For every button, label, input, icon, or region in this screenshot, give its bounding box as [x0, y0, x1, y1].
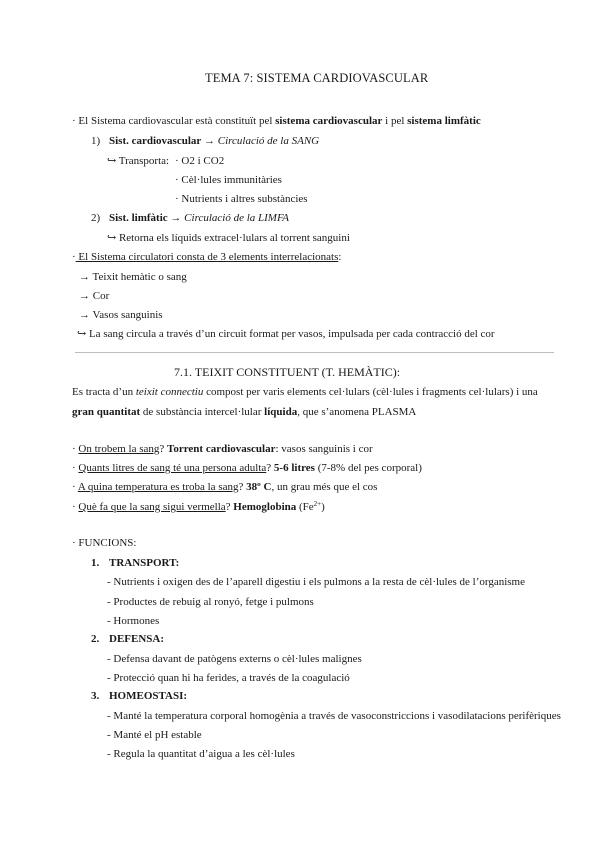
group-title: HOMEOSTASI:: [109, 690, 188, 702]
item2-subitem: ↪ Retorna els líquids extracel·lulars al torrent sanguini: [107, 232, 350, 244]
item1-number: 1): [91, 135, 101, 147]
qa-answer-rest: (7-8% del pes corporal): [314, 462, 422, 474]
section-title: 7.1. TEIXIT CONSTITUENT (T. HEMÀTIC):: [174, 365, 401, 379]
function-item: - Protecció quan hi ha ferides, a través de la coagulació: [107, 672, 350, 684]
circulatory-element: → Teixit hemàtic o sang: [79, 271, 187, 283]
paragraph-italic: teixit connectiu: [135, 386, 204, 398]
group-title: DEFENSA:: [109, 633, 165, 645]
qa-mark: ?: [225, 501, 231, 513]
function-item: - Productes de rebuig al ronyó, fetge i pulmons: [107, 596, 314, 608]
intro-text-1: El Sistema cardiovascular està constituït pel: [75, 115, 276, 127]
group-title: TRANSPORT:: [109, 557, 180, 569]
qa-line: [72, 463, 422, 474]
qa-answer-bold: 38º C: [246, 481, 272, 493]
section-paragraph-line-1: [72, 387, 538, 398]
qa-mark: ?: [159, 443, 165, 455]
paragraph-text: , que s’anomena PLASMA: [297, 406, 417, 418]
bullet: ·: [72, 251, 76, 263]
qa-answer-bold: 5-6 litres: [273, 462, 315, 474]
funcions-label: · FUNCIONS:: [72, 537, 137, 549]
qa-answer-bold: Torrent cardiovascular: [167, 443, 276, 455]
paragraph-text: Es tracta d’un: [72, 386, 136, 398]
qa-line: [72, 444, 373, 455]
item2-label: Sist. limfàtic: [109, 212, 168, 224]
function-item: - Hormones: [107, 615, 160, 627]
qa-question: Què fa que la sang sigui vermella: [78, 501, 226, 513]
qa-answer-rest: (Fe: [296, 501, 314, 513]
page-title: TEMA 7: SISTEMA CARDIOVASCULAR: [205, 71, 429, 85]
arrow-icon: →: [167, 212, 185, 224]
qa-line: [72, 501, 325, 513]
item2-description: Circulació de la LIMFA: [184, 212, 289, 224]
item1-description: Circulació de la SANG: [217, 135, 320, 147]
intro-line: [72, 116, 481, 127]
paragraph-text: de substància intercel·lular: [140, 406, 265, 418]
qa-question: Quants litres de sang té una persona adulta: [78, 462, 267, 474]
section-divider: [75, 352, 554, 353]
circulatory-element: → Cor: [79, 290, 110, 302]
qa-mark: ?: [238, 481, 244, 493]
item1-label: Sist. cardiovascular: [109, 135, 202, 147]
function-item: - Manté el pH estable: [107, 729, 202, 741]
item2-number: 2): [91, 212, 101, 224]
item1-line: [109, 136, 319, 147]
paragraph-bold: gran quantitat: [72, 406, 141, 418]
function-item: - Manté la temperatura corporal homogènia a través de vasoconstriccions i vasodilatacions perifèriques: [107, 710, 561, 722]
item2-line: [109, 213, 289, 224]
bullet: ·: [72, 115, 76, 127]
transporta-item: · Cèl·lules immunitàries: [175, 174, 282, 186]
intro-bold-2: sistema limfàtic: [407, 115, 481, 127]
qa-line: [72, 482, 377, 493]
transporta-item: · Nutrients i altres substàncies: [175, 193, 308, 205]
arrow-icon: →: [201, 135, 218, 147]
qa-answer-end: ): [321, 501, 325, 513]
section-paragraph-line-2: [72, 407, 416, 418]
transporta-item: · O2 i CO2: [175, 155, 225, 167]
qa-answer-rest: , un grau més que el cos: [271, 481, 378, 493]
group-number: 2.: [91, 633, 100, 645]
circulatory-element: → Vasos sanguinis: [79, 309, 163, 321]
group-number: 1.: [91, 557, 100, 569]
bullet: ·: [72, 443, 79, 455]
qa-mark: ?: [266, 462, 272, 474]
transporta-label: ↪ Transporta:: [107, 155, 170, 167]
bullet: ·: [72, 501, 79, 513]
group-number: 3.: [91, 690, 100, 702]
bullet: ·: [72, 481, 78, 493]
function-item: - Regula la quantitat d’aigua a les cèl·lules: [107, 748, 295, 760]
function-item: - Defensa davant de patògens externs o cèl·lules malignes: [107, 653, 362, 665]
qa-question: On trobem la sang: [78, 443, 160, 455]
qa-question: A quina temperatura es troba la sang: [77, 481, 239, 493]
intro-text-2: i pel: [382, 115, 408, 127]
bullet: ·: [72, 462, 79, 474]
paragraph-bold: líquida: [264, 406, 298, 418]
qa-answer-rest: : vasos sanguinis i cor: [275, 443, 373, 455]
qa-answer-bold: Hemoglobina: [233, 501, 297, 513]
paragraph-text: compost per varis elements cel·lulars (cèl·lules i fragments cel·lulars) i una: [203, 386, 538, 398]
intro-bold-1: sistema cardiovascular: [275, 115, 383, 127]
circulatory-note: ↪ La sang circula a través d’un circuit format per vasos, impulsada per cada contracció del cor: [77, 328, 495, 340]
superscript: 2+: [313, 500, 322, 508]
circulatory-line: [72, 252, 341, 263]
colon: :: [338, 251, 342, 263]
circulatory-text: El Sistema circulatori consta de 3 elements interrelacionats: [75, 251, 339, 263]
function-item: - Nutrients i oxigen des de l’aparell digestiu i els pulmons a la resta de cèl·lules de l’organisme: [107, 576, 525, 588]
